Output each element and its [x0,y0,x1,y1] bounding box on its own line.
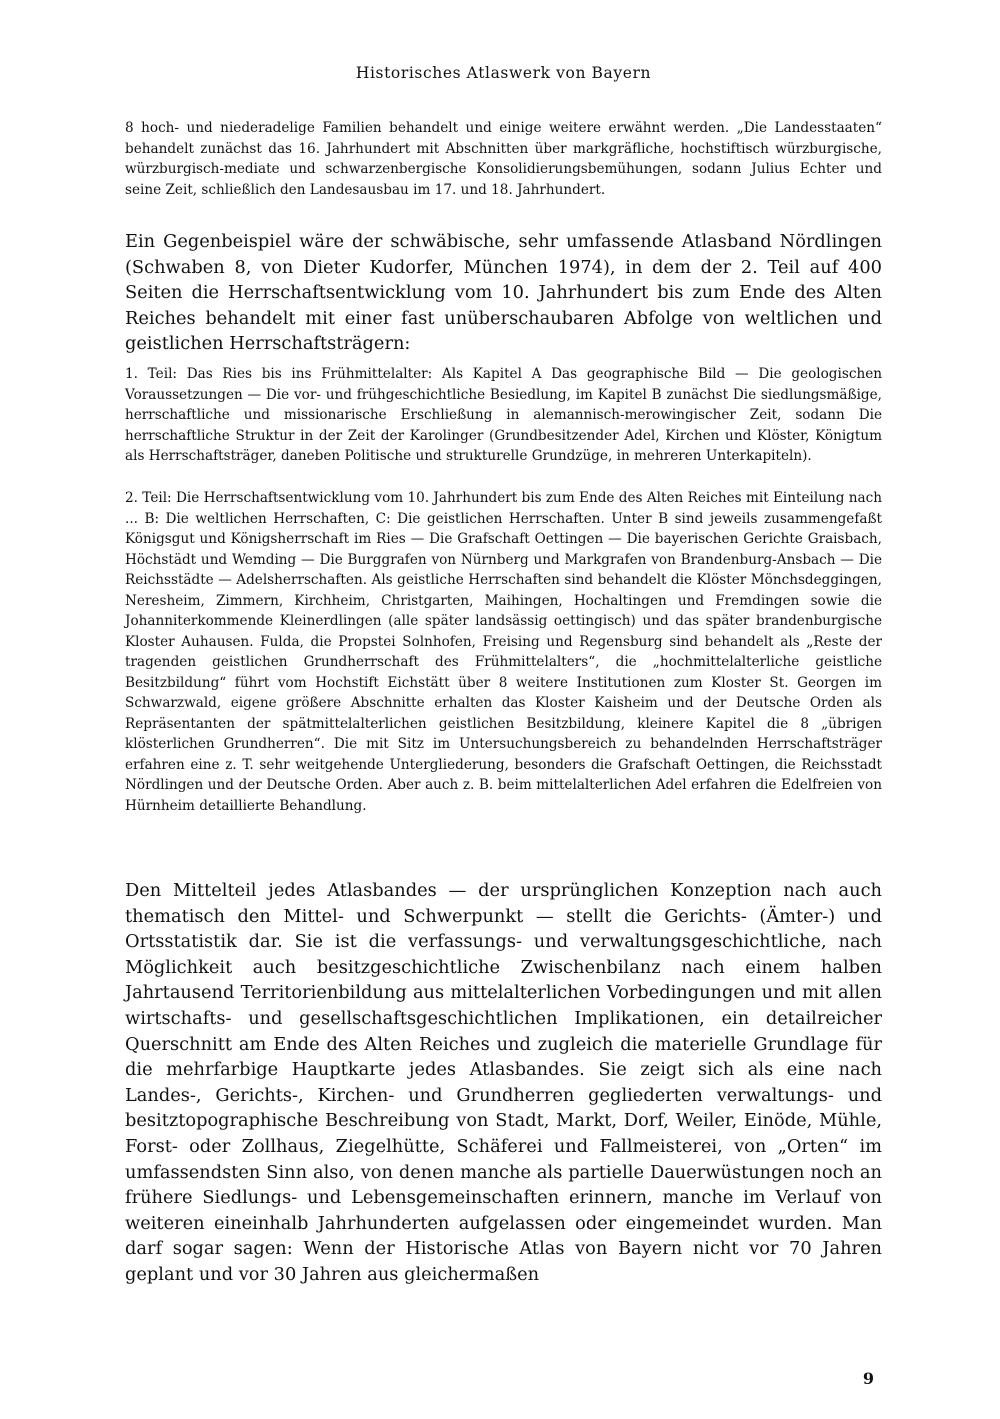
page-number: 9 [862,1369,874,1388]
document-page [125,0,882,1419]
mittelteil-paragraph [125,878,882,1288]
gegenbeispiel-paragraph-text: Ein Gegenbeispiel wäre der schwäbische, sehr umfassende Atlasband Nördlingen (Schwaben 8, von Dieter Kudorfer, München 1974), in dem der 2. Teil auf 400 Seiten die Herrschaftsentwicklung vom 10. Jahrhundert bis zum Ende des Alten Reiches behandelt mit einer fast unüberschaubaren Abfolge von weltlichen und geistlichen Herrschaftsträgern: [125,231,882,355]
teil2-paragraph [125,488,882,816]
intro-paragraph [125,118,882,200]
gegenbeispiel-paragraph [125,229,882,357]
teil2-paragraph-text: 2. Teil: Die Herrschaftsentwicklung vom 10. Jahrhundert bis zum Ende des Alten Reiches mit Einteilung nach ... B: Die weltlichen Herrschaften, C: Die geistlichen Herrschaften. Unter B sind jeweils zusammengefaßt Königsgut und Königsherrschaft im Ries — Die Grafschaft Oettingen — Die bayerischen Gerichte Graisbach, Höchstädt und Wemding — Die Burggrafen von Nürnberg und Markgrafen von Brandenburg-Ansbach — Die Reichsstädte — Adelsherrschaften. Als geistliche Herrschaften sind behandelt die Klöster Mönchsdeggingen, Neresheim, Zimmern, Kirchheim, Christgarten, Maihingen, Hochaltingen und Fremdingen sowie die Johanniterkommende Kleinerdlingen (alle später landsässig oettingisch) und das später brandenburgische Kloster Auhausen. Fulda, die Propstei Solnhofen, Freising und Regensburg sind behandelt als „Reste der tragenden geistlichen Grundherrschaft des Frühmittelalters“, die „hochmittelalterliche geistliche Besitzbildung“ führt vom Hochstift Eichstätt über 8 weitere Institutionen zum Kloster St. Georgen im Schwarzwald, eigene größere Abschnitte erhalten das Kloster Kaisheim und der Deutsche Orden als Repräsentanten der spätmittelalterlichen geistlichen Besitzbildung, kleinere Kapitel die 8 „übrigen klösterlichen Grundherren“. Die mit Sitz im Untersuchungsbereich zu behandelnden Herrschaftsträger erfahren eine z. T. sehr weitgehende Untergliederung, besonders die Grafschaft Oettingen, die Reichsstadt Nördlingen und der Deutsche Orden. Aber auch z. B. beim mittelalterlichen Adel erfahren die Edelfreien von Hürnheim detaillierte Behandlung. [125,490,882,814]
intro-paragraph-text: 8 hoch- und niederadelige Familien behandelt und einige weitere erwähnt werden. „Die Landesstaaten“ behandelt zunächst das 16. Jahrhundert mit Abschnitten über markgräfliche, hochstiftisch würzburgische, würzburgisch-mediate und schwarzenbergische Konsolidierungsbemühungen, sodann Julius Echter und seine Zeit, schließlich den Landesausbau im 17. und 18. Jahrhundert. [125,120,882,198]
teil1-paragraph [125,364,882,467]
teil1-paragraph-text: 1. Teil: Das Ries bis ins Frühmittelalter: Als Kapitel A Das geographische Bild — Die geologischen Voraussetzungen — Die vor- und frühgeschichtliche Besiedlung, im Kapitel B zunächst Die siedlungsmäßige, herrschaftliche und missionarische Erschließung in alemannisch-merowingischer Zeit, sodann Die herrschaftliche Struktur in der Zeit der Karolinger (Grundbesitzender Adel, Kirchen und Klöster, Königtum als Herrschaftsträger, daneben Politische und strukturelle Grundzüge, in mehreren Unterkapiteln). [125,366,882,464]
mittelteil-paragraph-text: Den Mittelteil jedes Atlasbandes — der ursprünglichen Konzeption nach auch thematisch den Mittel- und Schwerpunkt — stellt die Gerichts- (Ämter-) und Ortsstatistik dar. Sie ist die verfassungs- und verwaltungsgeschichtliche, nach Möglichkeit auch besitzgeschichtliche Zwischenbilanz nach einem halben Jahrtausend Territorienbildung aus mittelalterlichen Vorbedingungen und mit allen wirtschafts- und gesellschaftsgeschichtlichen Implikationen, ein detailreicher Querschnitt am Ende des Alten Reiches und zugleich die materielle Grundlage für die mehrfarbige Hauptkarte jedes Atlasbandes. Sie zeigt sich als eine nach Landes-, Gerichts-, Kirchen- und Grundherren gegliederten verwaltungs- und besitztopographische Beschreibung von Stadt, Markt, Dorf, Weiler, Einöde, Mühle, Forst- oder Zollhaus, Ziegelhütte, Schäferei und Fallmeisterei, von „Orten“ im umfassendsten Sinn also, von denen manche als partielle Dauerwüstungen noch an frühere Siedlungs- und Lebensgemeinschaften erinnern, manche im Verlauf von weiteren eineinhalb Jahrhunderten aufgelassen oder eingemeindet wurden. Man darf sogar sagen: Wenn der Historische Atlas von Bayern nicht vor 70 Jahren geplant und vor 30 Jahren aus gleichermaßen [125,880,882,1285]
running-head: Historisches Atlaswerk von Bayern [355,64,652,82]
